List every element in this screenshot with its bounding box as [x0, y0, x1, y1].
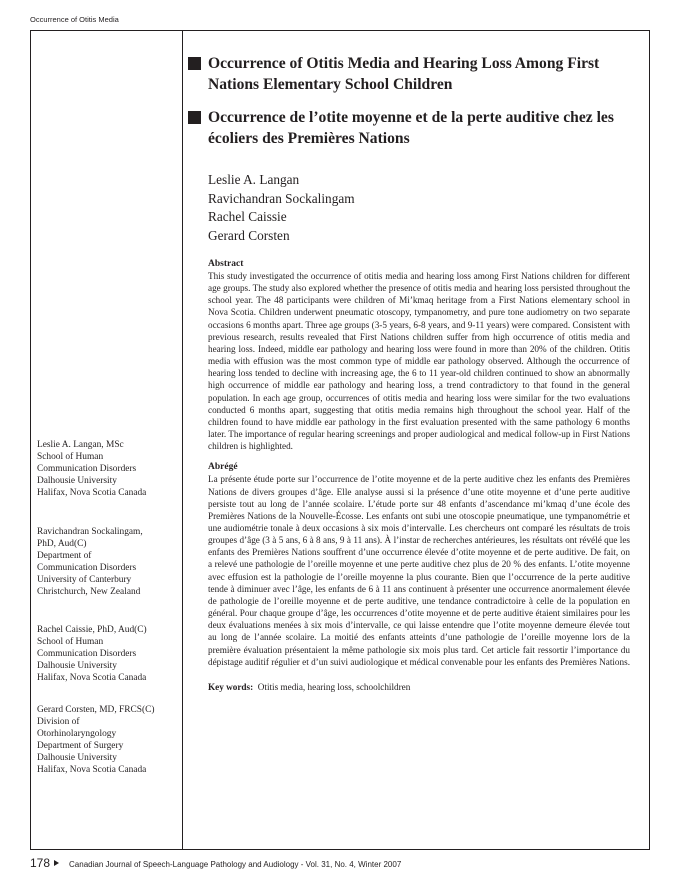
square-bullet-icon: [188, 111, 201, 124]
column-divider: [182, 30, 183, 850]
affiliation-line: School of Human: [37, 452, 104, 462]
triangle-right-icon: [54, 860, 59, 866]
title-english-text: Occurrence of Otitis Media and Hearing Loss Among First Nations Elementary School Children: [208, 55, 600, 93]
abstract-heading: Abstract: [208, 259, 244, 269]
affiliation-line: Halifax, Nova Scotia Canada: [37, 488, 147, 498]
affiliation-line: Communication Disorders: [37, 464, 137, 474]
affiliation-line: Division of: [37, 717, 80, 727]
affiliation-line: Rachel Caissie, PhD, Aud(C): [37, 625, 147, 635]
affiliation-corsten: [37, 704, 177, 776]
abstract-text: This study investigated the occurrence of otitis media and hearing loss among First Nations children for different age groups. The study also explored whether the presence of otitis media and hearing loss persisted throughout the school year. The 48 participants were children of Mi’kmaq heritage from a First Nations elementary school in Nova Scotia. Children underwent pneumatic otoscopy, tympanometry, and pure tone audiometry on two separate occasions 6 months apart. Three age groups (3-5 years, 6-8 years, and 9-11 years) were compared. Consistent with previous research, results revealed that First Nations children suffer from high occurrence of otitis media and hearing loss. Indeed, middle ear pathology and hearing loss were found in more than 20% of the children. Otitis media with effusion was the most common type of middle ear pathology observed. Although the occurrence of hearing loss tended to decline with increasing age, the 6 to 11 year-old children continued to show an abnormally high occurrence of middle ear pathology and hearing loss, a trend contradictory to that found in the general population. In each age group, occurrences of otitis media and hearing loss were similar for the two evaluations conducted 6 months apart, suggesting that otitis media remains high throughout the school year. Half of the children found to have middle ear pathology in the first evaluation presented with the same pathology 6 months later. The importance of regular hearing screenings and proper audiological and medical follow-up in First Nations children is highlighted.: [208, 271, 630, 452]
affiliation-caissie: [37, 624, 177, 684]
affiliation-line: Leslie A. Langan, MSc: [37, 440, 124, 450]
affiliation-line: Halifax, Nova Scotia Canada: [37, 765, 147, 775]
affiliation-line: Dalhousie University: [37, 476, 117, 486]
affiliation-line: Communication Disorders: [37, 563, 137, 573]
abrege-text: La présente étude porte sur l’occurrence de l’otite moyenne et de la perte auditive chez les enfants des Premières Nations de divers groupes d’âge. Elle analyse aussi si la présence d’une otite moyenne et d’une perte auditive persiste tout au long de l’année scolaire. L’étude porte sur 48 enfants d’ascendance mi’kmaq d’une école des Premières Nations de la Nouvelle-Écosse. Les enfants ont subi une otoscopie pneumatique, une tympanométrie et une audiométrie tonale à deux occasions à six mois d’intervalle. Les chercheurs ont comparé les résultats de trois groupes d’âge (3 à 5 ans, 6 à 8 ans, 9 à 11 ans). À l’instar de recherches antérieures, les résultats ont révélé que les enfants des Premières Nations souffrent d’une occurrence élevée d’otite moyenne et de perte auditive. De fait, on a relevé une pathologie de l’oreille moyenne et une perte auditive chez plus de 20 % des enfants. L’otite moyenne avec effusion est la pathologie de l’oreille moyenne la plus courante. Bien que l’occurrence de la perte auditive tende à diminuer avec l’âge, les enfants de 6 à 11 ans continuent à présenter une occurrence anormalement élevée de pathologie de l’oreille moyenne et de perte auditive, une tendance contradictoire à celle de la population en général. Pour chaque groupe d’âge, les occurrences d’otite moyenne et de perte auditive étaient similaires pour les deux évaluations menées à six mois d’intervalle, ce qui laisse entendre que l’otite moyenne demeure élevée tout au long de l’année scolaire. La moitié des enfants atteints d’une pathologie de l’oreille moyenne lors de la première évaluation présentaient la même pathologie six mois plus tard. Cet article fait ressortir l’importance du dépistage auditif régulier et d’un suivi audiologique et médical convenable pour les enfants des Premières Nations.: [208, 474, 630, 667]
affiliation-line: Department of Surgery: [37, 741, 124, 751]
affiliation-line: School of Human: [37, 637, 104, 647]
page-footer: [30, 856, 401, 870]
keywords-text: Otitis media, hearing loss, schoolchildren: [257, 681, 411, 692]
author-name: Ravichandran Sockalingam: [208, 190, 355, 206]
running-head: Occurrence of Otitis Media: [30, 15, 119, 24]
affiliation-line: University of Canterbury: [37, 575, 132, 585]
page-number: 178: [30, 856, 51, 870]
affiliation-langan: [37, 439, 177, 499]
affiliation-line: Dalhousie University: [37, 661, 117, 671]
keywords-label: Key words:: [208, 681, 254, 692]
affiliation-sockalingam: [37, 526, 177, 598]
author-name: Leslie A. Langan: [208, 172, 300, 187]
affiliation-line: Ravichandran Sockalingam,: [37, 527, 143, 537]
affiliation-line: PhD, Aud(C): [37, 539, 87, 549]
abrege-heading: Abrégé: [208, 462, 238, 473]
author-name: Gerard Corsten: [208, 227, 290, 243]
square-bullet-icon: [188, 57, 201, 70]
author-name: Rachel Caissie: [208, 209, 287, 224]
title-french: [208, 107, 630, 149]
title-french-text: Occurrence de l’otite moyenne et de la perte auditive chez les écoliers des Premières Nations: [208, 109, 614, 147]
affiliation-line: Gerard Corsten, MD, FRCS(C): [37, 705, 155, 715]
affiliation-line: Christchurch, New Zealand: [37, 587, 141, 597]
journal-citation: Canadian Journal of Speech-Language Pathology and Audiology - Vol. 31, No. 4, Winter 2007: [69, 860, 402, 869]
title-english: [208, 53, 630, 95]
keywords: [208, 681, 630, 693]
affiliation-line: Otorhinolaryngology: [37, 729, 117, 739]
main-column: [208, 53, 630, 693]
author-list: [208, 171, 630, 245]
affiliation-line: Halifax, Nova Scotia Canada: [37, 673, 147, 683]
affiliation-line: Department of: [37, 551, 92, 561]
affiliation-line: Communication Disorders: [37, 649, 137, 659]
affiliation-line: Dalhousie University: [37, 753, 117, 763]
